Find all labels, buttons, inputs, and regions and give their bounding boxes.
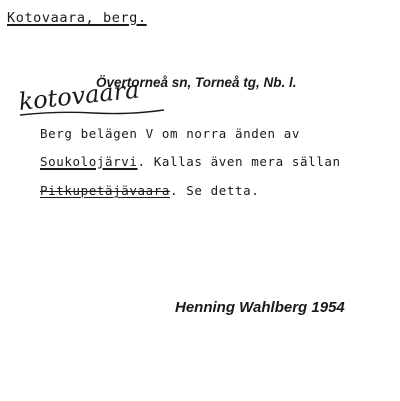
signature: Henning Wahlberg 1954 xyxy=(175,299,345,316)
reference-pitkupetajavaara: Pitkupetäjävaara xyxy=(40,183,171,198)
body-line-2 xyxy=(40,156,341,169)
location-line: Övertorneå sn, Torneå tg, Nb. l. xyxy=(96,75,297,90)
body-line-2-rest: . Kallas även mera sällan xyxy=(137,154,341,169)
reference-soukolojarvi: Soukolojärvi xyxy=(40,154,138,169)
handwritten-underline xyxy=(18,108,168,118)
card-header xyxy=(7,12,147,26)
body-line-1: Berg belägen V om norra änden av xyxy=(40,126,301,141)
handwritten-text: kotovaara xyxy=(17,75,141,116)
header-text: Kotovaara, berg. xyxy=(7,10,147,26)
body-line-3-rest: . Se detta. xyxy=(170,183,260,198)
body-line-3 xyxy=(40,185,259,198)
